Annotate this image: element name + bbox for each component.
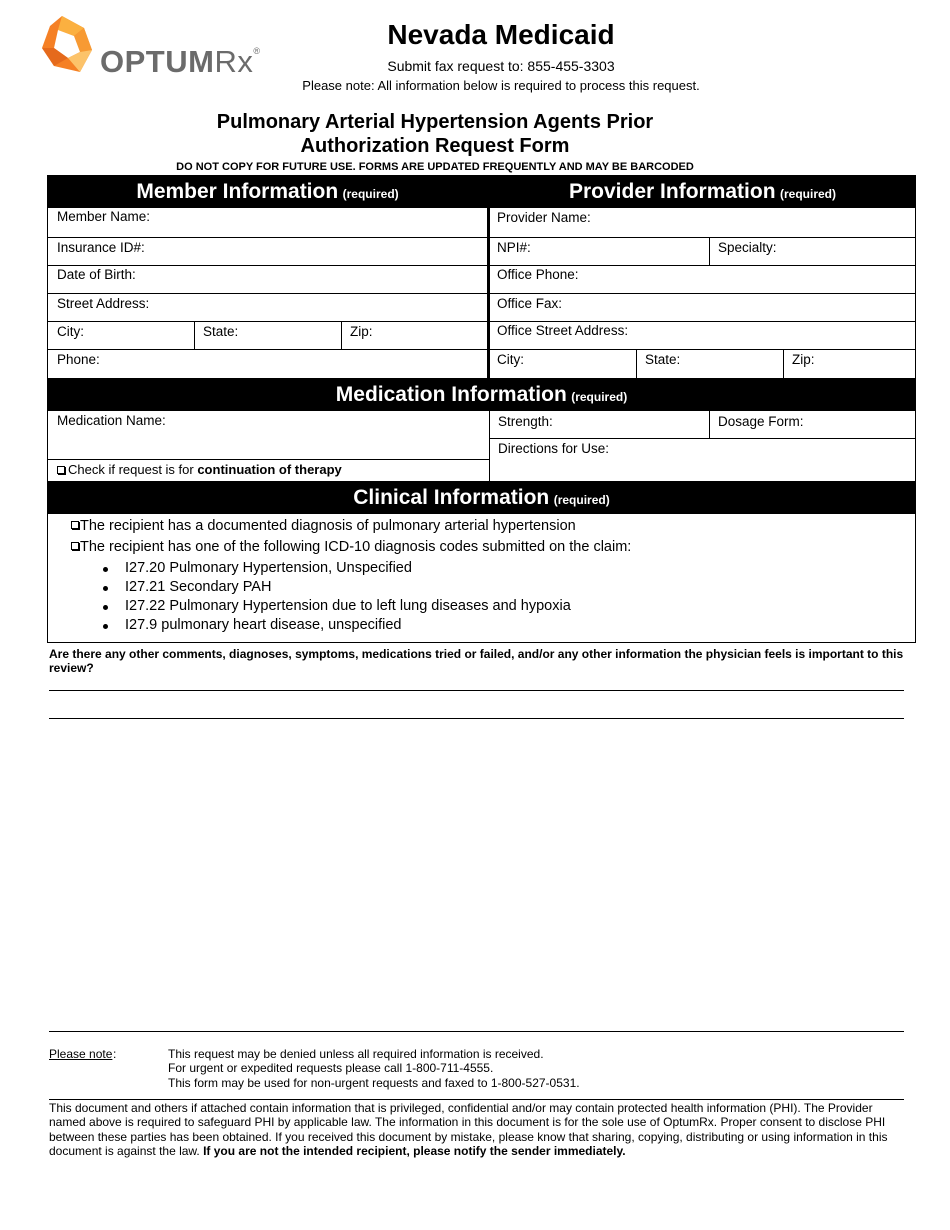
insurance-id-field[interactable]: Insurance ID#: — [57, 240, 145, 255]
clinical-item-icd10[interactable] — [71, 539, 631, 555]
continuation-label-bold: continuation of therapy — [197, 462, 342, 477]
member-phone-field[interactable]: Phone: — [57, 352, 100, 367]
provider-info-title: Provider Information — [569, 180, 776, 203]
clinical-item-diagnosis[interactable] — [71, 518, 576, 534]
provider-info-header — [490, 176, 915, 208]
dosage-form-field[interactable]: Dosage Form: — [718, 414, 804, 429]
footer-note: This request may be denied unless all required information is received. — [168, 1047, 544, 1061]
required-note: Please note: All information below is required to process this request. — [302, 78, 700, 93]
member-state-field[interactable]: State: — [203, 324, 239, 339]
comments-line-1[interactable] — [49, 690, 904, 691]
form-title-line-1: Pulmonary Arterial Hypertension Agents Prior — [216, 111, 654, 133]
member-info-required: (required) — [342, 187, 399, 201]
member-info-header — [48, 176, 487, 208]
directions-for-use-field[interactable]: Directions for Use: — [498, 441, 610, 456]
provider-state-field[interactable]: State: — [645, 352, 681, 367]
please-note-colon: : — [113, 1047, 117, 1061]
confidentiality-disclaimer — [49, 1101, 909, 1158]
continuation-checkbox[interactable] — [57, 466, 65, 474]
continuation-of-therapy-option[interactable] — [48, 462, 489, 477]
form-title-line-2: Authorization Request Form — [300, 135, 570, 157]
icd10-code-item: I27.21 Secondary PAH — [125, 579, 272, 595]
medication-name-field[interactable]: Medication Name: — [57, 413, 166, 428]
strength-field[interactable]: Strength: — [498, 414, 553, 429]
clinical-info-header — [48, 481, 915, 514]
member-info-title: Member Information — [136, 180, 339, 203]
member-city-field[interactable]: City: — [57, 324, 84, 339]
icd10-code-item: I27.20 Pulmonary Hypertension, Unspecified — [125, 560, 412, 576]
clinical-info-required: (required) — [553, 493, 610, 507]
footer-note: For urgent or expedited requests please call 1-800-711-4555. — [168, 1061, 494, 1075]
office-street-address-field[interactable]: Office Street Address: — [497, 323, 629, 338]
specialty-field[interactable]: Specialty: — [718, 240, 777, 255]
disclaimer-bold-text: If you are not the intended recipient, please notify the sender immediately. — [203, 1143, 626, 1158]
medication-info-title: Medication Information — [335, 383, 567, 406]
do-not-copy-warning: DO NOT COPY FOR FUTURE USE. FORMS ARE UPDATED FREQUENTLY AND MAY BE BARCODED — [176, 161, 694, 173]
disclaimer-divider — [49, 1099, 904, 1100]
logo-registered: ® — [253, 46, 261, 56]
icd10-checkbox[interactable] — [71, 542, 79, 550]
logo-brand-bold: OPTUM — [100, 44, 215, 79]
date-of-birth-field[interactable]: Date of Birth: — [57, 267, 136, 282]
member-zip-field[interactable]: Zip: — [350, 324, 373, 339]
disclaimer-text: This document and others if attached contain information that is privileged, confidential and/or may contain protected health information (PHI). The Provider named above is required to safeguard PHI by applicable law. The information in this document is for the sole use of OptumRx. Proper consent to disclose PHI between these parties has been obtained. If you received this document by mistake, please know that sharing, copying, distributing or using information in this document is against the law. — [49, 1101, 888, 1158]
diagnosis-checkbox[interactable] — [71, 521, 79, 529]
comments-question: Are there any other comments, diagnoses, symptoms, medications tried or failed, and/or any other information the physician feels is important to this review? — [49, 647, 904, 675]
clinical-info-title: Clinical Information — [353, 486, 550, 509]
medication-info-required: (required) — [571, 390, 628, 404]
icd10-code-item: I27.22 Pulmonary Hypertension due to left lung diseases and hypoxia — [125, 598, 571, 614]
continuation-label: Check if request is for — [68, 462, 198, 477]
logo-brand-light: Rx — [214, 44, 254, 79]
comments-line-2[interactable] — [49, 718, 904, 719]
street-address-field[interactable]: Street Address: — [57, 296, 150, 311]
footer-note: This form may be used for non-urgent requests and faxed to 1-800-527-0531. — [168, 1076, 580, 1090]
provider-info-required: (required) — [779, 187, 836, 201]
fax-instruction: Submit fax request to: 855-455-3303 — [387, 58, 615, 74]
prior-authorization-form — [47, 175, 916, 643]
icd10-code-item: I27.9 pulmonary heart disease, unspecified — [125, 617, 402, 633]
footer-divider — [49, 1031, 904, 1032]
document-title: Nevada Medicaid — [387, 19, 615, 50]
clinical-item-icd10-text: The recipient has one of the following ICD-10 diagnosis codes submitted on the claim: — [80, 539, 632, 555]
office-fax-field[interactable]: Office Fax: — [497, 296, 563, 311]
clinical-item-diagnosis-text: The recipient has a documented diagnosis of pulmonary arterial hypertension — [80, 518, 576, 534]
please-note-label: Please note — [49, 1047, 113, 1061]
provider-name-field[interactable]: Provider Name: — [497, 210, 591, 225]
member-name-field[interactable]: Member Name: — [57, 209, 151, 224]
medication-info-header — [48, 378, 915, 411]
office-phone-field[interactable]: Office Phone: — [497, 267, 579, 282]
provider-city-field[interactable]: City: — [497, 352, 524, 367]
npi-field[interactable]: NPI#: — [497, 240, 531, 255]
provider-zip-field[interactable]: Zip: — [792, 352, 815, 367]
